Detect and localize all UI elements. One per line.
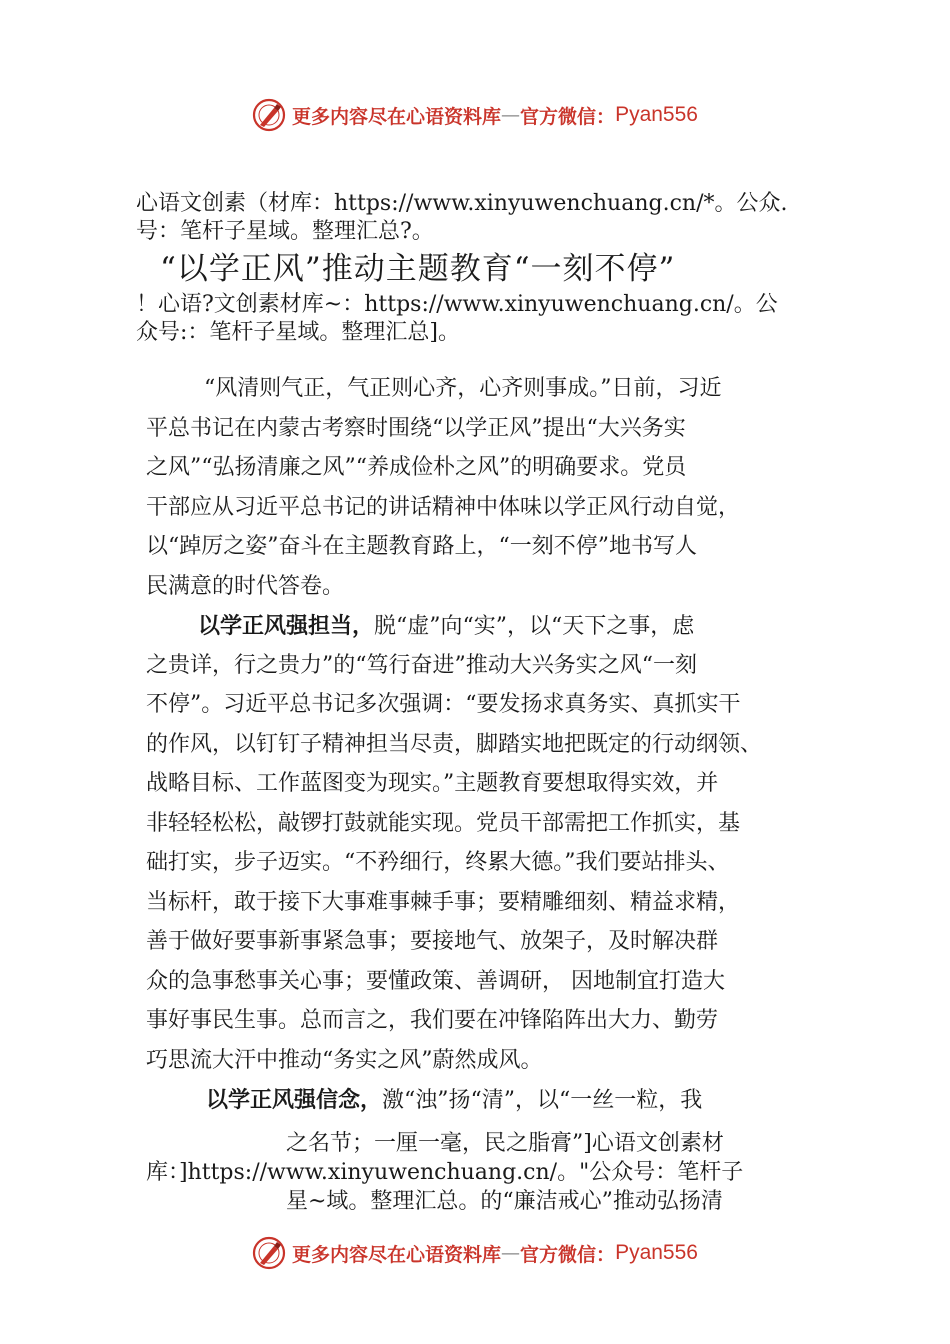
para1-line: 干部应从习近平总书记的讲话精神中体味以学正风行动自觉，	[146, 494, 741, 520]
para2-line: 的作风，以钉钉子精神担当尽责，脚踏实地把既定的行动纲领、	[146, 731, 763, 757]
para3-lead-heading: 以学正风强信念，	[206, 1087, 383, 1112]
para2-line: 非轻轻松松，敲锣打鼓就能实现。党员干部需把工作抓实，基	[146, 810, 741, 836]
para1-line: 民满意的时代答卷。	[146, 573, 345, 599]
header-wechat-label: 官方微信：	[520, 105, 616, 128]
watermark-sub-line1: ！心语?文创素材库~：https://www.xinyuwenchuang.cn/。公	[136, 292, 778, 317]
para2-line: 战略目标、工作蓝图变为现实。”主题教育要想取得实效，并	[146, 771, 719, 796]
footer-wechat-id: Pyan556	[615, 1241, 698, 1264]
para3-line2: 之名节；一厘一毫，民之脂膏”]心语文创素材	[286, 1131, 724, 1156]
para1-line: “风清则气正，气正则心齐，心齐则事成。”日前，习近	[204, 376, 722, 401]
header-banner	[0, 95, 950, 135]
para2-line: 众的急事愁事关心事；要懂政策、善调研， 因地制宜打造大	[146, 968, 725, 994]
footer-banner	[0, 1233, 950, 1273]
para3-first-rest: 激“浊”扬“清”，以“一丝一粒，我	[382, 1088, 703, 1113]
para1-line: 之风”“弘扬清廉之风”“养成俭朴之风”的明确要求。党员	[146, 455, 687, 480]
paragraph-2	[146, 606, 826, 1080]
para2-line: 事好事民生事。总而言之，我们要在冲锋陷阵出大力、勤劳	[146, 1008, 719, 1033]
para2-line: 巧思流大汗中推动“务实之风”蔚然成风。	[146, 1047, 543, 1073]
footer-site-text: 更多内容尽在心语资料库	[292, 1243, 502, 1266]
para2-line: 之贵详，行之贵力”的“笃行奋进”推动大兴务实之风“一刻	[146, 652, 697, 678]
header-wechat-id: Pyan556	[615, 103, 698, 126]
para2-lead-heading: 以学正风强担当，	[198, 613, 375, 638]
para2-first-rest: 脱“虚”向“实”，以“天下之事，虑	[374, 614, 695, 639]
paragraph-1	[146, 369, 826, 606]
header-site-text: 更多内容尽在心语资料库	[292, 105, 502, 128]
watermark-sub-line2: 众号:：笔杆子星域。整理汇总]。	[136, 320, 460, 345]
watermark-top-line2: 号：笔杆子星域。整理汇总?。	[136, 219, 434, 244]
footer-wechat-label: 官方微信：	[520, 1243, 616, 1266]
footer-separator: —	[501, 1242, 521, 1264]
para1-line: 平总书记在内蒙古考察时围绕“以学正风”提出“大兴务实	[146, 415, 686, 441]
para3-first-line	[206, 1086, 702, 1115]
para3-line4: 星~域。整理汇总。的“廉洁戒心”推动弘扬清	[286, 1189, 723, 1214]
para3-line3: 库：]https://www.xinyuwenchuang.cn/。"公众号：笔杆子	[146, 1160, 744, 1185]
page-title: “以学正风”推动主题教育“一刻不停”	[160, 251, 676, 287]
pen-logo-icon	[252, 1236, 286, 1270]
watermark-top-line1: 心语文创素（材库：https://www.xinyuwenchuang.cn/*。公众.	[136, 191, 788, 216]
para2-line: 当标杆，敢于接下大事难事棘手事；要精雕细刻、精益求精，	[146, 889, 741, 915]
para2-line: 础打实，步子迈实。“不矜细行，终累大德。”我们要站排头、	[146, 850, 730, 875]
header-separator: —	[501, 104, 521, 126]
para2-line: 善于做好要事新事紧急事；要接地气、放架子，及时解决群	[146, 929, 719, 954]
para2-first-line	[146, 606, 826, 646]
para1-line: 以“踔厉之姿”奋斗在主题教育路上，“一刻不停”地书写人	[146, 534, 697, 559]
pen-logo-icon	[252, 98, 286, 132]
para2-line: 不停”。习近平总书记多次强调：“要发扬求真务实、真抓实干	[146, 692, 741, 717]
